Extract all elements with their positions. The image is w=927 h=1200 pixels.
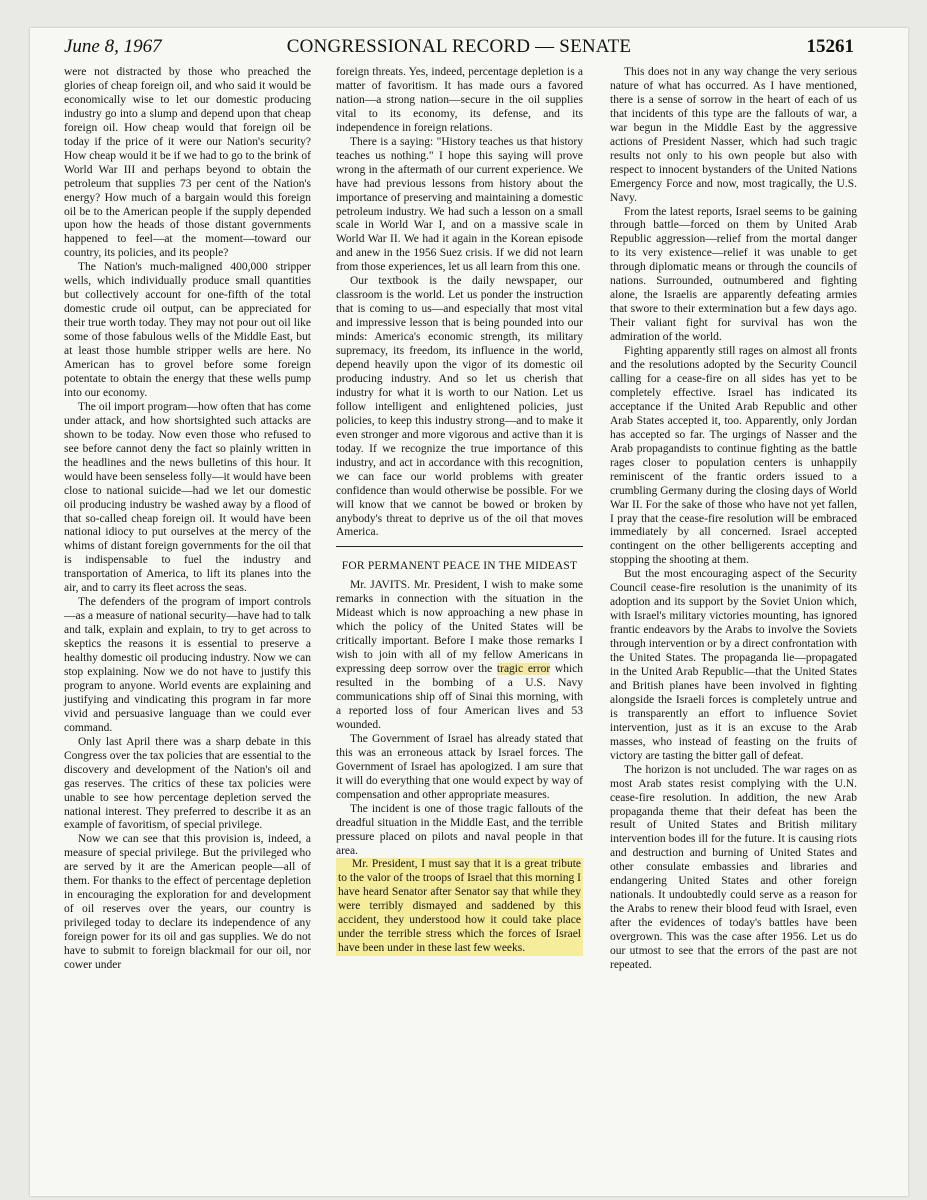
header-date: June 8, 1967 (64, 36, 162, 57)
paragraph: The oil import program—how often that has come under attack, and how shortsighted such attacks are shown to be today. Now even those who refused to see before cannot deny the fact so plainly written in the headlines and the news bulletins of this hour. It would have been senseless folly—it would have been close to national suicide—had we let our domestic oil producing industry be washed away by a flood of that so-called cheap foreign oil. It would have been national idiocy to put ourselves at the mercy of the whims of distant foreign governments for the oil that is indispensable to fuel the industry and transportation of America, to lift its planes into the air, and to carry its fleet across the seas. (64, 400, 311, 595)
page-header (64, 36, 854, 62)
paragraph: Now we can see that this provision is, indeed, a measure of special privilege. But the privileged who are served by it are the American people—all of them. For thanks to the effect of percentage depletion in encouraging the exploration for and development of oil reserves over the years, our country is privileged today to declare its independence of any foreign power for its oil and gas supplies. We do not have to submit to foreign blackmail for our oil, nor cower under (64, 833, 311, 971)
paragraph: The Government of Israel has already stated that this was an erroneous attack by Israel forces. The Government of Israel has apologized. I am sure that it will do everything that one would expect by way of compensation and other appropriate measures. (336, 732, 583, 801)
column-middle (336, 66, 583, 956)
paragraph: There is a saying: "History teaches us that history teaches us nothing." I hope this saying will prove wrong in the aftermath of our current experience. We have had previous lessons from history about the importance of preserving and maintaining a domestic petroleum industry. We had such a lesson on a small scale in World War I, and on a massive scale in World War II. We had it again in the Korean episode and anew in the 1956 Suez crisis. If we did not learn from those experiences, let us all learn from this one. (336, 135, 583, 274)
paragraph: From the latest reports, Israel seems to be gaining through battle—forced on them by United Arab Republic aggression—relief from the mortal danger to its very existence—relief it was unable to get through diplomatic means or through the councils of nations. Surrounded, outnumbered and fighting alone, the Israelis are apparently defeating armies that swore to their extermination but a few days ago. Their valiant fight for survival has won the admiration of the world. (610, 205, 857, 344)
paragraph: Only last April there was a sharp debate in this Congress over the tax policies that are essential to the discovery and development of the Nation's oil and gas reserves. The critics of these tax policies were unable to see how percentage depletion served the national interest. They preferred to describe it as an example of favoritism, of special privilege. (64, 735, 311, 832)
section-heading: FOR PERMANENT PEACE IN THE MIDEAST (341, 560, 578, 573)
paragraph: The Nation's much-maligned 400,000 stripper wells, which individually produce small quantities but collectively account for one-fifth of the total domestic crude oil output, can be appreciated for their true worth today. They may not pour out oil like some of those fabulous wells of the Middle East, but at least those humble stripper wells are here. No American has to grovel before some foreign potentate to obtain the energy that these wells pump into our economy. (64, 261, 311, 399)
header-title: CONGRESSIONAL RECORD — SENATE (286, 36, 632, 57)
paragraph: But the most encouraging aspect of the Security Council cease-fire resolution is the unanimity of its adoption and its support by the Soviet Union which, with Israel's military victories mounting, has ignored frantic endeavors by the Arabs to involve the Soviets through intervention or by a direct confrontation with the United States. The propaganda lie—propagated in the United Arab Republic—that the United States and British planes have been involved in fighting alongside the Israeli forces is completely untrue and is transparently an effort to influence Soviet intervention, just as it is an excuse to the Arab masses, who instead of feasting on the fruits of victory are tasting the bitter gall of defeat. (610, 568, 857, 762)
paragraph: foreign threats. Yes, indeed, percentage depletion is a matter of favoritism. It has made ours a favored nation—a strong nation—secure in the oil supplies vital to its economy, its defense, and its independence in foreign relations. (336, 66, 583, 134)
column-left (64, 66, 311, 973)
paragraph: This does not in any way change the very serious nature of what has occurred. As I have mentioned, there is a sense of sorrow in the heart of each of us that incidents of this type are the fallouts of war, a war begun in the Middle East by the aggressive actions of President Nasser, which had such tragic results not only to his own people but also with respect to innocent bystanders of the United Nations Emergency Force and now, most tragically, the U.S. Navy. (610, 66, 857, 204)
paragraph-text: which resulted in the bombing of a U.S. Navy communications ship off of Sinai this morning, with a reported loss of four American lives and 53 wounded. (336, 663, 583, 731)
paragraph: Fighting apparently still rages on almost all fronts and the resolutions adopted by the Security Council calling for a cease-fire on all sides has yet to be completely effective. Israel has indicated its acceptance if the United Arab Republic and other Arab States accepted it, too. Apparently, only Jordan has accepted so far. The urgings of Nasser and the Arab propagandists to continue fighting as the battle rages closer to population centers is unhappily reminiscent of the frantic orders issued to a crumbling Germany during the closing days of World War II. For the sake of those who have not yet fallen, I pray that the cease-fire resolution will be embraced immediately by all concerned. Israel accepted contingent on the other belligerents accepting and stopping the shooting at them. (610, 345, 857, 567)
paragraph: Our textbook is the daily newspaper, our classroom is the world. Let us ponder the instruction that is coming to us—and especially that most vital and impressive lesson that is being pounded into our minds: America's economic strength, its military supremacy, its freedom, its influence in the world, depend heavily upon the vigor of its domestic oil producing industry. And so let us cherish that industry for what it is worth to our Nation. Let us follow intelligent and enlightened policies, just policies, to keep this industry strong—and to make it even stronger and more vigorous and active than it is today. If we recognize the true importance of this industry, and act in accordance with this recognition, we can face our world problems with greater confidence than would otherwise be possible. For we will know that we cannot be bowed or broken by anybody's threat to deprive us of the oil that moves America. (336, 275, 583, 539)
column-right (610, 66, 857, 973)
highlighted-paragraph: Mr. President, I must say that it is a great tribute to the valor of the troops of Israel that this morning I have heard Senator after Senator say that while they were terribly dismayed and saddened by this accident, they understood how it could take place under the terrible stress which the forces of Israel have been under in these last few weeks. (338, 858, 581, 955)
paragraph: The horizon is not uncluded. The war rages on as most Arab states resist complying with the U.N. cease-fire resolution. In addition, the new Arab propaganda theme that their defeat has been the result of United States and British military intervention bodes ill for the future. It is causing riots and destruction and burning of United States and other consulate embassies and libraries and endangering United States and other foreign nationals. It undoubtedly could serve as a reason for the Arabs to renew their blood feud with Israel, even after the evidences of today's battles have been overgrown. This was the case after 1956. Let us do our utmost to see that the errors of the past are not repeated. (610, 763, 857, 971)
section-divider (336, 546, 583, 547)
header-page-number: 15261 (806, 36, 854, 57)
paragraph-text: Mr. JAVITS. Mr. President, I wish to make some remarks in connection with the situation in the Mideast which is now approaching a new phase in which the policy of the United States will be critically important. Before I make those remarks I wish to join with all of my fellow Americans in expressing deep sorrow over the (336, 579, 583, 676)
paragraph: were not distracted by those who preached the glories of cheap foreign oil, and who said it would be economically wise to let our domestic producing industry go into a slump and depend upon that cheap foreign oil. How cheap would that foreign oil be today if the price of it were our Nation's security? How cheap would it be if we had to go to the brink of World War III and perhaps beyond to obtain the petroleum that supplies 73 per cent of the Nation's energy? How much of a bargain would this foreign oil be to the American people if the supply depended upon how the heads of those distant governments happened to feel—at the moment—toward our country, its policies, and its people? (64, 66, 311, 260)
highlighted-phrase: tragic error (496, 663, 551, 676)
paragraph (336, 579, 583, 732)
paragraph: The incident is one of those tragic fallouts of the dreadful situation in the Middle East, and the terrible pressure placed on pilots and naval people in that area. (336, 802, 583, 857)
paragraph: The defenders of the program of import controls—as a measure of national security—have had to talk and talk, explain and explain, to try to get across to skeptics the reasons it is essential to preserve a healthy domestic oil producing industry. Now we can stop explaining. Now we do not have to justify this program to anyone. World events are explaining and justifying and vindicating this program in far more vivid and persuasive language than we could ever command. (64, 596, 311, 734)
